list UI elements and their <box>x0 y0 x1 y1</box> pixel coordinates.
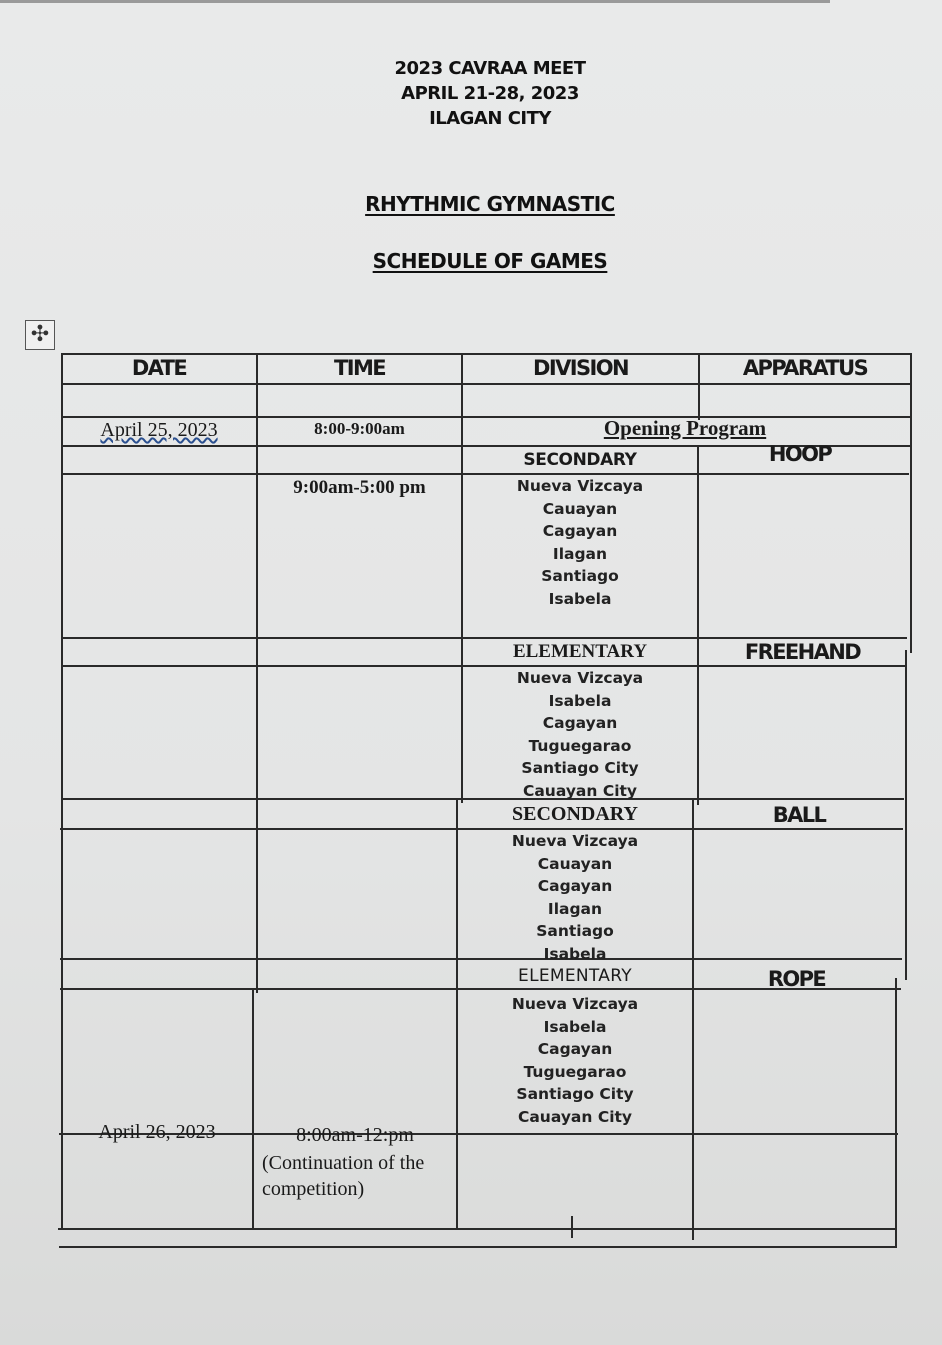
division-label: ELEMENTARY <box>512 641 648 662</box>
team-name: Cauayan City <box>522 781 638 800</box>
division-label: ELEMENTARY <box>518 966 632 986</box>
team-name: Isabela <box>548 691 612 710</box>
team-name: Nueva Vizcaya <box>516 477 644 495</box>
team-name: Nueva Vizcaya <box>511 995 639 1013</box>
event-name: 2023 CAVRAA MEET <box>394 58 586 79</box>
team-name: Santiago City <box>516 1085 634 1103</box>
team-name: Cagayan <box>542 714 618 732</box>
sport-title: RHYTHMIC GYMNASTIC <box>365 192 615 216</box>
event-venue: ILAGAN CITY <box>429 108 551 129</box>
team-name: Ilagan <box>547 899 603 918</box>
team-name: Santiago <box>541 567 619 585</box>
team-name: Isabela <box>548 589 612 608</box>
team-name: Cauayan <box>542 499 618 518</box>
team-name: Cauayan City <box>517 1107 633 1126</box>
table-move-handle-icon[interactable]: ✣ <box>25 320 55 350</box>
team-name: Nueva Vizcaya <box>511 832 639 850</box>
division-label: SECONDARY <box>523 450 637 470</box>
apparatus-label: BALL <box>772 803 826 827</box>
apparatus-label: HOOP <box>768 442 832 466</box>
day2-time: 8:00am-12:pm <box>296 1124 414 1146</box>
team-list <box>463 475 697 610</box>
team-name: Santiago <box>536 922 614 940</box>
col-header-apparatus: APPARATUS <box>742 356 868 380</box>
event-dates: APRIL 21-28, 2023 <box>401 83 579 104</box>
opening-program: Opening Program <box>603 416 767 440</box>
col-header-division: DIVISION <box>533 356 628 380</box>
team-name: Cauayan <box>537 854 613 873</box>
apparatus-label: ROPE <box>767 967 826 991</box>
team-list <box>463 667 697 802</box>
competition-time: 9:00am-5:00 pm <box>293 477 426 498</box>
team-name: Tuguegarao <box>528 736 632 755</box>
division-label: SECONDARY <box>512 803 638 825</box>
day1-date: April 25, 2023 <box>100 419 218 441</box>
day2-date: April 26, 2023 <box>98 1121 216 1143</box>
col-header-date: DATE <box>131 356 187 380</box>
team-list <box>458 830 692 965</box>
team-name: Santiago City <box>521 759 639 777</box>
team-name: Cagayan <box>537 877 613 895</box>
team-name: Cagayan <box>537 1040 613 1058</box>
team-name: Isabela <box>543 944 607 963</box>
opening-time: 8:00-9:00am <box>314 419 405 438</box>
team-name: Tuguegarao <box>523 1062 627 1081</box>
col-header-time: TIME <box>334 356 385 380</box>
team-name: Ilagan <box>552 544 608 563</box>
team-list <box>458 993 692 1128</box>
apparatus-label: FREEHAND <box>744 640 861 664</box>
day2-note: (Continuation of the competition) <box>262 1152 425 1200</box>
team-name: Cagayan <box>542 522 618 540</box>
team-name: Isabela <box>543 1017 607 1036</box>
schedule-title: SCHEDULE OF GAMES <box>372 249 608 273</box>
team-name: Nueva Vizcaya <box>516 669 644 687</box>
